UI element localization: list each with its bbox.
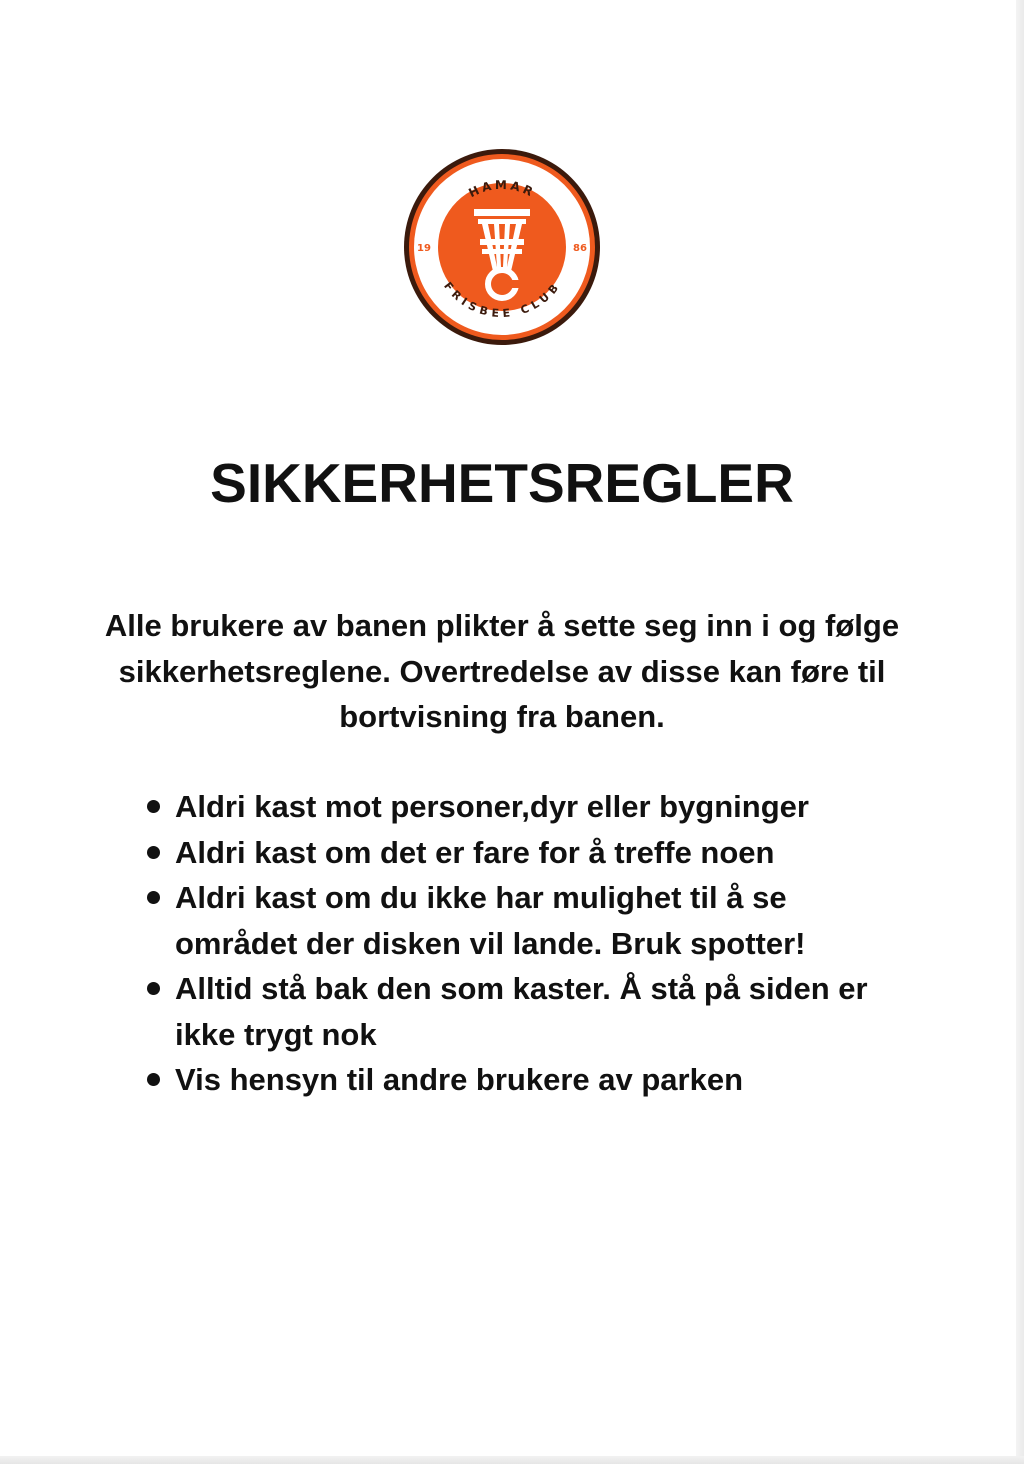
rule-text: Aldri kast om du ikke har mulighet til å se området der disken vil lande. Bruk spotter! xyxy=(175,880,806,961)
bullet-icon xyxy=(147,846,160,859)
intro-paragraph: Alle brukere av banen plikter å sette seg inn i og følge sikkerhetsreglene. Overtredelse av disse kan føre til bortvisning fra banen. xyxy=(104,608,900,734)
logo-year-left: 19 xyxy=(417,243,431,254)
rule-item xyxy=(142,830,902,876)
rule-text: Aldri kast mot personer,dyr eller bygninger xyxy=(175,789,809,824)
rule-text: Alltid stå bak den som kaster. Å stå på siden er ikke trygt nok xyxy=(175,971,868,1052)
page-edge-bottom xyxy=(0,1456,1024,1464)
rule-item xyxy=(142,875,902,966)
safety-rules-list xyxy=(142,784,902,1103)
rule-item xyxy=(142,784,902,830)
bullet-icon xyxy=(147,1073,160,1086)
logo-year-right: 86 xyxy=(573,243,587,254)
hamar-frisbee-club-logo xyxy=(402,147,602,347)
rule-item xyxy=(142,966,902,1057)
rule-text: Vis hensyn til andre brukere av parken xyxy=(175,1062,744,1097)
bullet-icon xyxy=(147,891,160,904)
rule-item xyxy=(142,1057,902,1103)
logo-top-text: HAMAR xyxy=(466,177,538,201)
logo-bottom-text: FRISBEE CLUB xyxy=(441,279,563,321)
bullet-icon xyxy=(147,800,160,813)
page-edge-right xyxy=(1016,0,1024,1464)
rule-text: Aldri kast om det er fare for å treffe noen xyxy=(175,834,775,870)
page-title: SIKKERHETSREGLER xyxy=(210,452,794,514)
bullet-icon xyxy=(147,982,160,995)
